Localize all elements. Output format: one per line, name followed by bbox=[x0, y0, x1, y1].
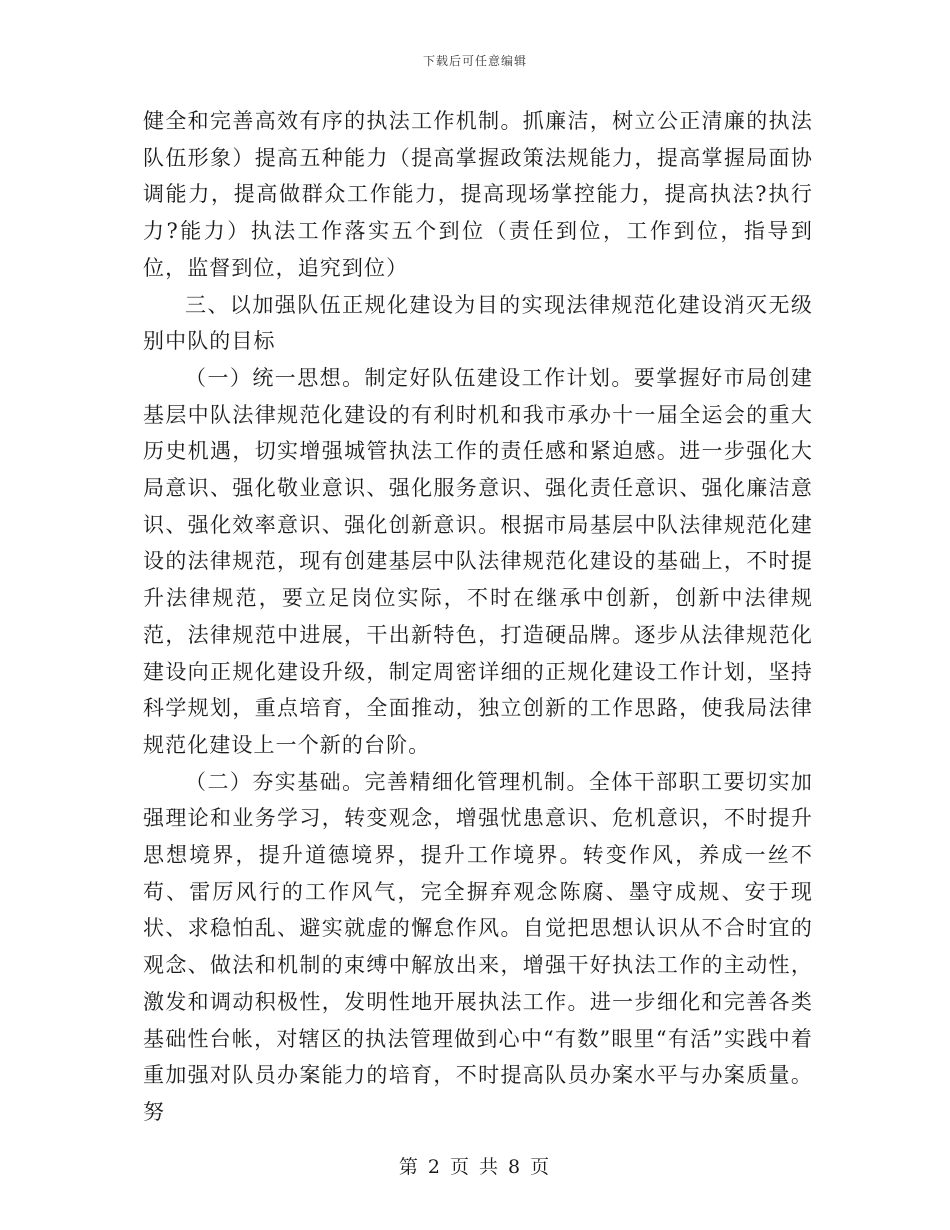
paragraph-unify-thought: （一）统一思想。制定好队伍建设工作计划。要掌握好市局创建基层中队法律规范化建设的有利时机和我市承办十一届全运会的重大历史机遇，切实增强城管执法工作的责任感和紧迫感。进一步强化大局意识、强化敬业意识、强化服务意识、强化责任意识、强化廉洁意识、强化效率意识、强化创新意识。根据市局基层中队法律规范化建设的法律规范，现有创建基层中队法律规范化建设的基础上，不时提升法律规范，要立足岗位实际，不时在继承中创新，创新中法律规范，法律规范中进展，干出新特色，打造硬品牌。逐步从法律规范化建设向正规化建设升级，制定周密详细的正规化建设工作计划，坚持科学规划，重点培育，全面推动，独立创新的工作思路，使我局法律规范化建设上一个新的台阶。 bbox=[143, 365, 813, 757]
paragraph-1: 健全和完善高效有序的执法工作机制。抓廉洁，树立公正清廉的执法队伍形象）提高五种能力（提高掌握政策法规能力，提高掌握局面协调能力，提高做群众工作能力，提高现场掌控能力，提高执法?执行力?能力）执法工作落实五个到位（责任到位，工作到位，指导到位，监督到位，追究到位） bbox=[143, 109, 813, 280]
page-header-note: 下载后可任意编辑 bbox=[422, 54, 527, 68]
document-body bbox=[143, 103, 813, 1131]
paragraph-solidify-foundation: （二）夯实基础。完善精细化管理机制。全体干部职工要切实加强理论和业务学习，转变观念，增强忧患意识、危机意识，不时提升思想境界，提升道德境界，提升工作境界。转变作风，养成一丝不苟、雷厉风行的工作风气，完全摒弃观念陈腐、墨守成规、安于现状、求稳怕乱、避实就虚的懈怠作风。自觉把思想认识从不合时宜的观念、做法和机制的束缚中解放出来，增强干好执法工作的主动性，激发和调动积极性，发明性地开展执法工作。进一步细化和完善各类基础性台帐，对辖区的执法管理做到心中“有数”眼里“有活”实践中着重加强对队员办案能力的培育，不时提高队员办案水平与办案质量。努 bbox=[143, 769, 813, 1124]
page-number: 第 2 页 共 8 页 bbox=[398, 1156, 552, 1178]
section-heading-3: 三、以加强队伍正规化建设为目的实现法律规范化建设消灭无级别中队的目标 bbox=[143, 292, 813, 354]
